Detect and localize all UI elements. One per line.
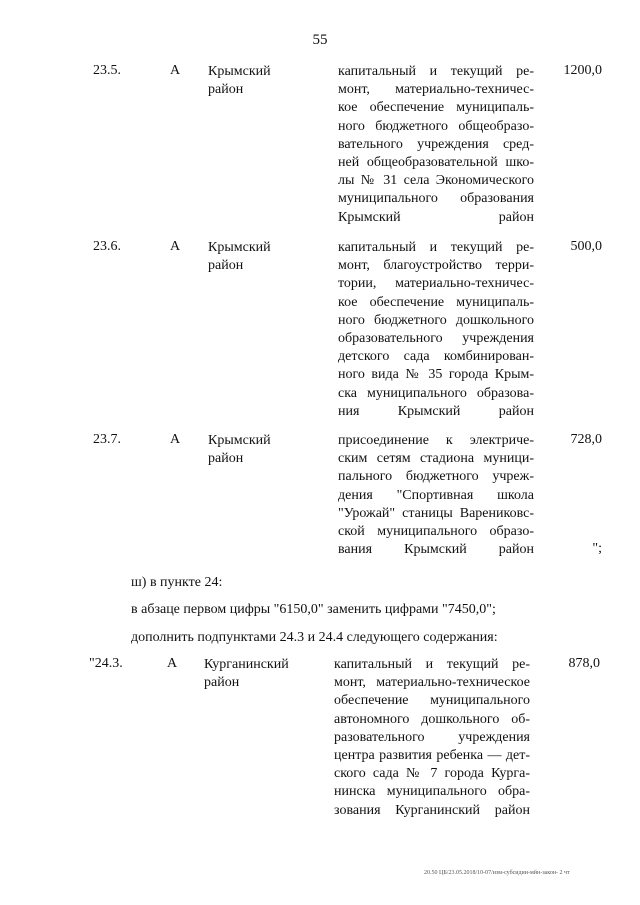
row-district: Крымский район (208, 64, 271, 97)
paragraph: в абзаце первом цифры "6150,0" заменить цифрами "7450,0"; (131, 602, 496, 617)
row-description: капитальный и текущий ре- монт, материально-техничес- кое обеспечение муниципаль- ного бюджетного общеобразо- вательного учреждения сред- ней общеобразовательной шко- лы № 31 села Экономического муниципального образования Крымский район (338, 64, 534, 225)
row-number: 23.7. (93, 432, 121, 447)
row-amount: 500,0 (570, 239, 602, 254)
row-district: Крымский район (208, 433, 271, 466)
closing-quote: "; (592, 541, 602, 556)
row-number: 23.6. (93, 239, 121, 254)
row-description: капитальный и текущий ре- монт, материально-техническое обеспечение муниципального автономного дошкольного об- разовательного учреждения центра развития ребенка — дет- ского сада № 7 города Курга- нинска муниципального обра- зования Курганинский район (334, 657, 530, 818)
paragraph: ш) в пункте 24: (131, 575, 223, 590)
row-category: А (167, 656, 178, 671)
row-category: А (170, 239, 181, 254)
row-category: А (170, 63, 181, 78)
footer-code: 20.50 ЦБ/23.05.2018/10-07/изм-субсидии-мйн-закон- 2 чт (424, 870, 570, 876)
row-number: 23.5. (93, 63, 121, 78)
row-amount: 878,0 (568, 656, 600, 671)
row-number: "24.3. (89, 656, 123, 671)
row-amount: 1200,0 (563, 63, 602, 78)
row-district: Крымский район (208, 240, 271, 273)
row-category: А (170, 432, 181, 447)
paragraph: дополнить подпунктами 24.3 и 24.4 следующего содержания: (131, 630, 498, 645)
row-amount: 728,0 (570, 432, 602, 447)
page-number: 55 (312, 32, 328, 48)
row-description: капитальный и текущий ре- монт, благоустройство терри- тории, материально-техничес- кое обеспечение муниципаль- ного бюджетного дошкольного образовательного учреждения детского сада комбинирован- ного вида № 35 города Крым- ска муниципального образова- ния Крымский район (338, 240, 534, 419)
row-description: присоединение к электриче- ским сетям стадиона муници- пального бюджетного учреж- дения "Спортивная школа "Урожай" станицы Варениковс- ской муниципального образо- вания Крымский район (338, 433, 534, 558)
row-district: Курганинский район (204, 657, 289, 690)
